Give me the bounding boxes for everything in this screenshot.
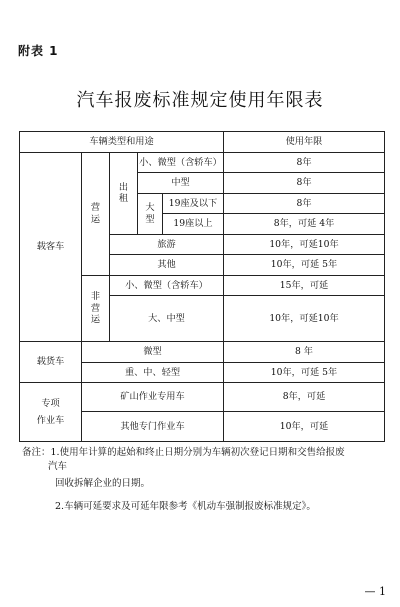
row-years: 10年，可延10年 <box>224 234 385 255</box>
note-1-continuation-2: 回收拆解企业的日期。 <box>55 477 151 489</box>
table-header-row <box>20 132 385 153</box>
row-years: 8年，可延 <box>224 383 385 412</box>
row-years: 10年，可延 5年 <box>224 362 385 383</box>
table-row <box>20 342 385 363</box>
table-row <box>20 383 385 412</box>
row-label: 19座及以下 <box>163 193 224 214</box>
row-label: 大、中型 <box>110 296 224 342</box>
header-service-years: 使用年限 <box>224 132 385 153</box>
row-years: 8年 <box>224 193 385 214</box>
operating-label: 营 运 <box>82 152 110 275</box>
note-1-continuation: 汽车 <box>48 461 68 473</box>
large-label: 大 型 <box>138 193 163 234</box>
row-label: 微型 <box>82 342 224 363</box>
note-2: 2.车辆可延要求及可延年限参考《机动车强制报废标准规定》。 <box>55 500 316 512</box>
row-years: 8年，可延 4年 <box>224 214 385 235</box>
notes <box>22 446 387 514</box>
taxi-label: 出 租 <box>110 152 138 234</box>
row-years: 8 年 <box>224 342 385 363</box>
row-years: 15年，可延 <box>224 275 385 296</box>
row-label: 矿山作业专用车 <box>82 383 224 412</box>
row-label: 19座以上 <box>163 214 224 235</box>
header-vehicle-type: 车辆类型和用途 <box>20 132 224 153</box>
category-cargo: 载货车 <box>20 342 82 383</box>
category-special: 专项 作业车 <box>20 383 82 442</box>
row-years: 8年 <box>224 173 385 194</box>
row-label: 其他专门作业车 <box>82 412 224 442</box>
row-years: 10年，可延 <box>224 412 385 442</box>
page-number: — 1 <box>364 585 386 598</box>
note-1: 备注：1.使用年计算的起始和终止日期分别为车辆初次登记日期和交售给报废 <box>22 447 345 458</box>
table-row <box>20 152 385 173</box>
attachment-label: 附表 1 <box>18 44 59 58</box>
row-label: 旅游 <box>110 234 224 255</box>
row-years: 10年，可延 5年 <box>224 255 385 276</box>
row-label: 其他 <box>110 255 224 276</box>
scrap-standard-table <box>19 131 385 442</box>
row-years: 10年，可延10年 <box>224 296 385 342</box>
row-years: 8年 <box>224 152 385 173</box>
row-label: 小、微型（含轿车） <box>138 152 224 173</box>
row-label: 中型 <box>138 173 224 194</box>
non-operating-label: 非 营 运 <box>82 275 110 342</box>
row-label: 重、中、轻型 <box>82 362 224 383</box>
category-passenger: 载客车 <box>20 152 82 342</box>
page-title: 汽车报废标准规定使用年限表 <box>76 90 324 111</box>
row-label: 小、微型（含轿车） <box>110 275 224 296</box>
